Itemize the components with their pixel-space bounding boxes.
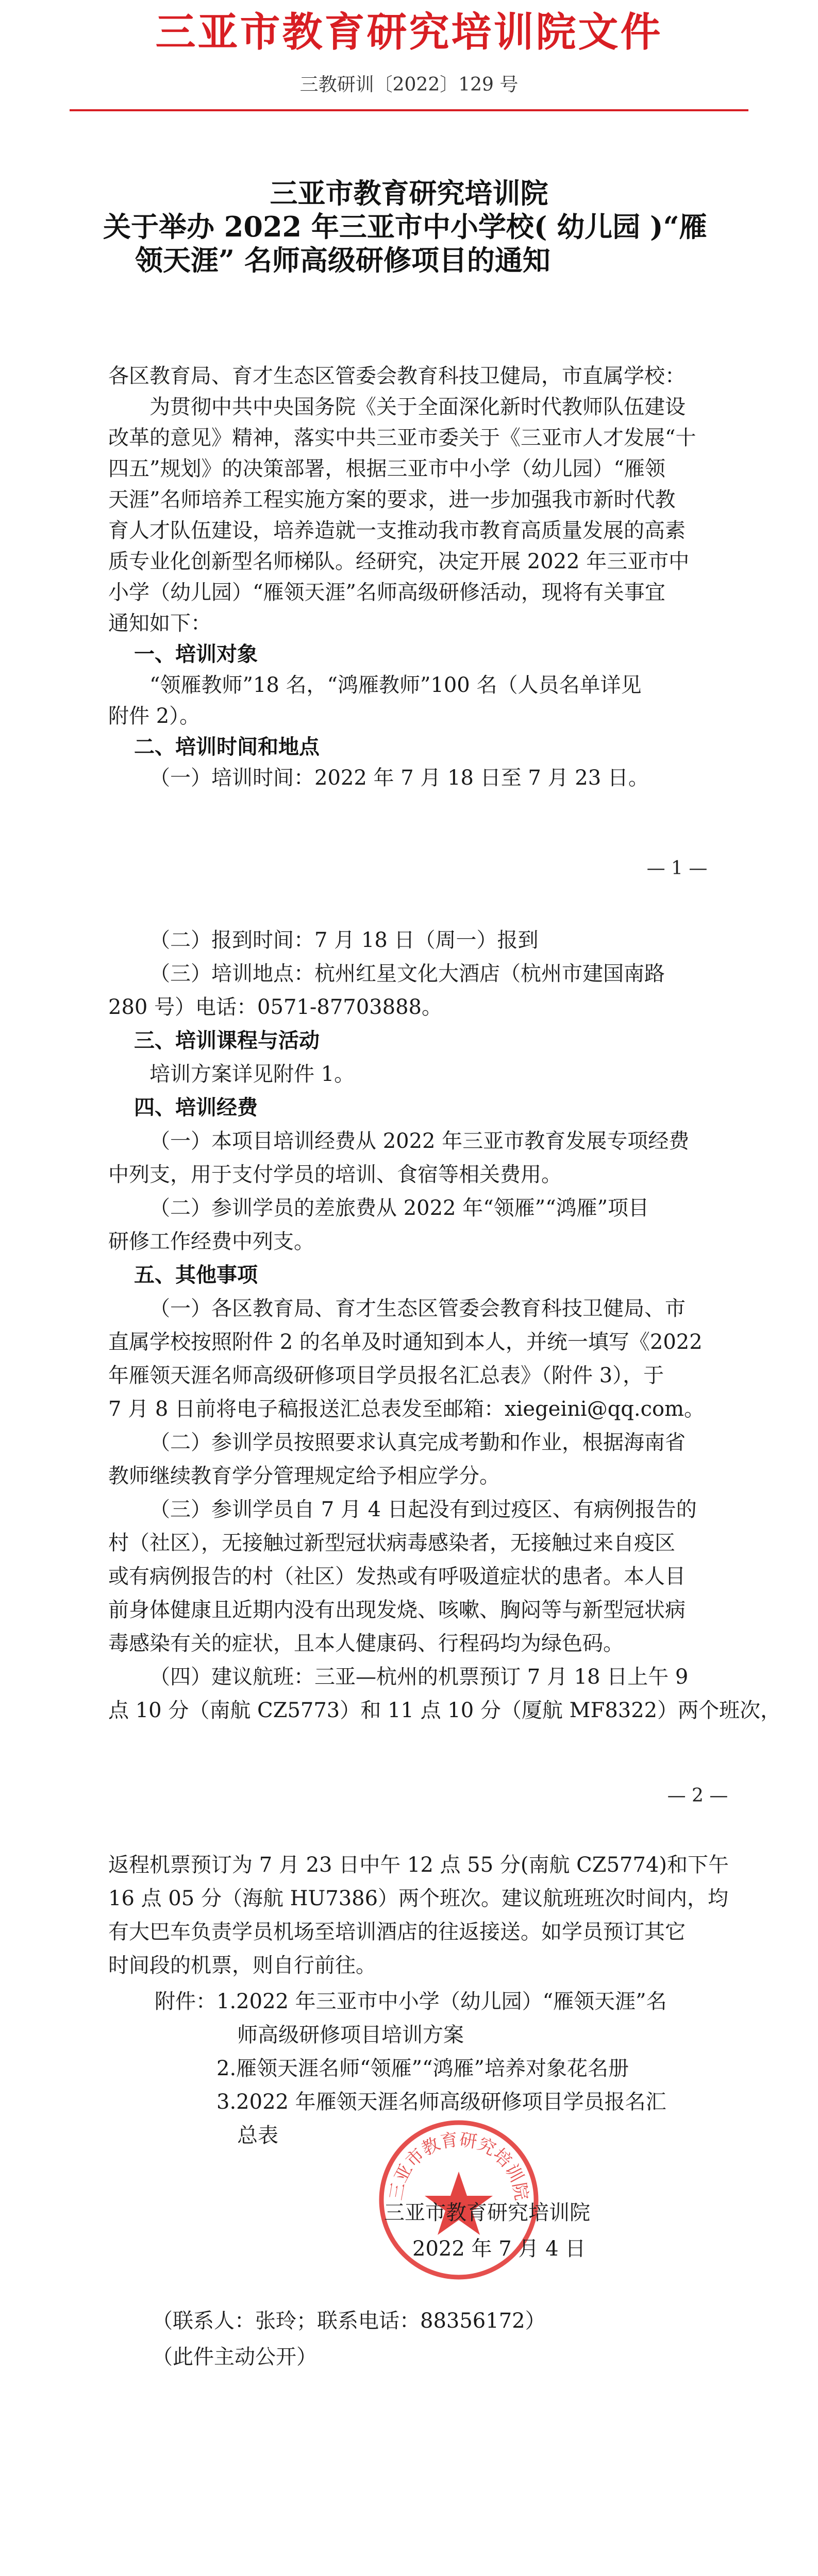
intro-line: 四五”规划》的决策部署，根据三亚市中小学（幼儿园）“雁领	[108, 457, 665, 481]
body-line: （三）参训学员自 7 月 4 日起没有到过疫区、有病例报告的	[149, 1498, 697, 1521]
attachments-label: 附件：	[155, 1990, 216, 2013]
intro-line: 通知如下：	[108, 612, 211, 635]
body-line: （二）参训学员按照要求认真完成考勤和作业，根据海南省	[149, 1431, 686, 1454]
body-line: （二）参训学员的差旅费从 2022 年“领雁”“鸿雁”项目	[149, 1196, 649, 1220]
body-line: 年雁领天涯名师高级研修项目学员报名汇总表》（附件 3），于	[108, 1364, 664, 1387]
contact-info: （联系人：张玲；联系电话：88356172）	[152, 2309, 546, 2333]
intro-line: 育人才队伍建设，培养造就一支推动我市教育高质量发展的高素	[108, 519, 686, 543]
body-line: 教师继续教育学分管理规定给予相应学分。	[108, 1464, 500, 1488]
document-number: 三教研训〔2022〕129 号	[299, 74, 519, 95]
section-heading-trainees: 一、培训对象	[134, 642, 258, 666]
body-line: 前身体健康且近期内没有出现发烧、咳嗽、胸闷等与新型冠状病	[108, 1598, 686, 1622]
body-line: 毒感染有关的症状，且本人健康码、行程码均为绿色码。	[108, 1632, 624, 1655]
salutation: 各区教育局、育才生态区管委会教育科技卫健局，市直属学校：	[108, 364, 686, 388]
body-line: 附件 2）。	[108, 704, 201, 728]
training-location: （三）培训地点：杭州红星文化大酒店（杭州市建国南路	[149, 962, 665, 986]
section-heading-courses: 三、培训课程与活动	[134, 1029, 320, 1053]
body-line: 或有病例报告的村（社区）发热或有呼吸道症状的患者。本人目	[108, 1565, 686, 1588]
attachment-item: 师高级研修项目培训方案	[237, 2023, 464, 2047]
body-line: 直属学校按照附件 2 的名单及时通知到本人，并统一填写《2022	[108, 1330, 703, 1354]
body-line: 中列支，用于支付学员的培训、食宿等相关费用。	[108, 1163, 562, 1187]
doc-title-line1: 三亚市教育研究培训院	[270, 177, 548, 210]
body-line: （四）建议航班：三亚—杭州的机票预订 7 月 18 日上午 9	[149, 1665, 689, 1689]
intro-line: 改革的意见》精神，落实中共三亚市委关于《三亚市人才发展“十	[108, 426, 696, 450]
page-number: — 1 —	[646, 858, 708, 879]
section-heading-other: 五、其他事项	[134, 1263, 258, 1287]
body-line: 研修工作经费中列支。	[108, 1230, 314, 1253]
attachment-item: 2.雁领天涯名师“领雁”“鸿雁”培养对象花名册	[216, 2057, 629, 2080]
seal-text: 三亚市教育研究培训院	[386, 2129, 532, 2202]
report-time: （二）报到时间：7 月 18 日（周一）报到	[149, 928, 539, 952]
body-line: 7 月 8 日前将电子稿报送汇总表发至邮箱：xiegeini@qq.com。	[108, 1397, 705, 1421]
page-number: — 2 —	[667, 1785, 728, 1806]
doc-title-line2: 关于举办 2022 年三亚市中小学校( 幼儿园 )“雁	[103, 210, 707, 243]
body-line: 村（社区），无接触过新型冠状病毒感染者，无接触过来自疫区	[108, 1531, 675, 1555]
signature-org: 三亚市教育研究培训院	[384, 2201, 590, 2225]
public-note: （此件主动公开）	[152, 2345, 317, 2369]
body-line: 培训方案详见附件 1。	[149, 1062, 355, 1086]
body-line: 点 10 分（南航 CZ5773）和 11 点 10 分（厦航 MF8322）两个班次，	[108, 1699, 781, 1722]
doc-title-line3: 领天涯” 名师高级研修项目的通知	[135, 244, 550, 277]
red-header-rule	[70, 109, 748, 111]
intro-line: 天涯”名师培养工程实施方案的要求，进一步加强我市新时代教	[108, 488, 676, 512]
body-line: 16 点 05 分（海航 HU7386）两个班次。建议航班班次时间内，均	[108, 1887, 729, 1910]
section-heading-funding: 四、培训经费	[134, 1096, 258, 1120]
section-heading-time-place: 二、培训时间和地点	[134, 735, 320, 759]
issuing-org-title: 三亚市教育研究培训院文件	[155, 10, 663, 55]
intro-line: 小学（幼儿园）“雁领天涯”名师高级研修活动，现将有关事宜	[108, 581, 665, 604]
body-line: “领雁教师”18 名，“鸿雁教师”100 名（人员名单详见	[149, 673, 642, 697]
body-line: 返程机票预订为 7 月 23 日中午 12 点 55 分(南航 CZ5774)和下午	[108, 1853, 729, 1877]
attachment-item: 3.2022 年雁领天涯名师高级研修项目学员报名汇	[216, 2090, 666, 2114]
attachment-item: 总表	[237, 2124, 278, 2147]
intro-line: 为贯彻中共中央国务院《关于全面深化新时代教师队伍建设	[149, 395, 686, 419]
body-line: （一）本项目培训经费从 2022 年三亚市教育发展专项经费	[149, 1129, 690, 1153]
body-line: 时间段的机票，则自行前往。	[108, 1954, 376, 1977]
training-time: （一）培训时间：2022 年 7 月 18 日至 7 月 23 日。	[149, 766, 649, 790]
body-line: 有大巴车负责学员机场至培训酒店的往返接送。如学员预订其它	[108, 1920, 686, 1944]
signature-date: 2022 年 7 月 4 日	[412, 2237, 586, 2261]
attachment-item: 1.2022 年三亚市中小学（幼儿园）“雁领天涯”名	[216, 1990, 667, 2013]
body-line: （一）各区教育局、育才生态区管委会教育科技卫健局、市	[149, 1297, 686, 1320]
training-location-cont: 280 号）电话：0571-87703888。	[108, 995, 442, 1019]
intro-line: 质专业化创新型名师梯队。经研究，决定开展 2022 年三亚市中	[108, 550, 690, 573]
